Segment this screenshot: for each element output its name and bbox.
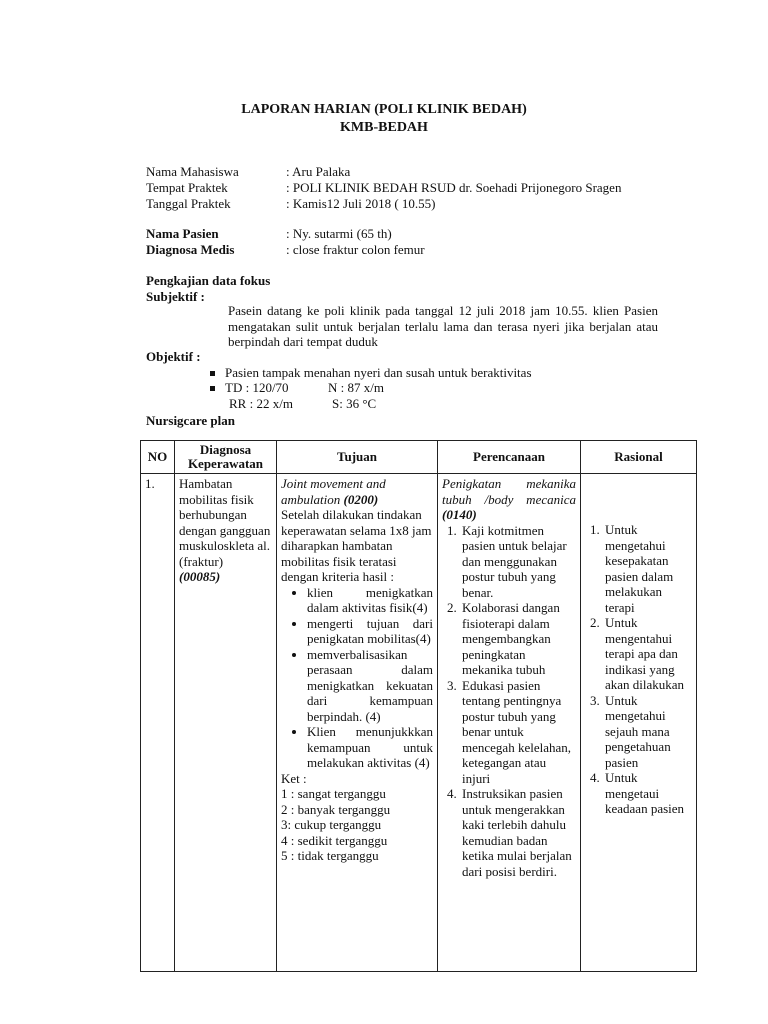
cell-diagnosa <box>175 474 277 972</box>
list-item: 4 : sedikit terganggu <box>281 832 388 848</box>
perencanaan-code: (0140) <box>442 507 477 522</box>
report-subtitle: KMB-BEDAH <box>340 120 428 135</box>
objective-label: Objektif : <box>146 349 201 364</box>
patient-value: : Ny. sutarmi (65 th) <box>286 226 392 241</box>
subjective-text: Pasein datang ke poli klinik pada tanggal 12 juli 2018 jam 10.55. klien Pasien mengatakan sulit untuk berjalan terlalu lama dan terasa nyeri jika berjalan atau berpindah dari tempat duduk <box>228 303 658 349</box>
vitals-row-2 <box>229 396 376 412</box>
cell-perencanaan <box>438 474 581 972</box>
ket-label: Ket : <box>281 770 307 786</box>
perencanaan-title: Penigkatan mekanika tubuh /body mecanica <box>442 476 576 507</box>
list-item: • memverbalisasikan perasaan dalam menigkatkan kekuatan dari kemampuan berpindah. (4) <box>307 647 433 725</box>
list-item: 3. Untuk mengetahui sejauh mana pengetahuan pasien <box>603 693 692 771</box>
diagnosa-text: Hambatan mobilitas fisik berhubungan dengan gangguan muskuloskleta al.(fraktur) <box>179 476 271 569</box>
tujuan-code: (0200) <box>343 491 379 507</box>
list-item: 1. Untuk mengetahui kesepakatan pasien dalam melakukan terapi <box>603 522 692 615</box>
list-item: • Klien menunjukkkan kemampuan untuk melakukan aktivitas (4) <box>307 724 433 771</box>
list-item: 2. Untuk mengentahui terapi apa dan indikasi yang akan dilakukan <box>603 615 692 693</box>
diagnosa-code: (00085) <box>179 569 221 584</box>
cell-tujuan <box>277 474 438 972</box>
patient-value: : close fraktur colon femur <box>286 242 425 257</box>
vitals-row-1 <box>210 380 384 396</box>
list-item: 1 : sangat terganggu <box>281 786 386 801</box>
info-row-date <box>146 196 436 212</box>
square-bullet-icon <box>210 386 215 391</box>
table-header-row <box>141 441 697 474</box>
ket-legend <box>281 771 433 864</box>
patient-key: Diagnosa Medis <box>146 242 235 257</box>
cell-no: 1. <box>141 474 175 972</box>
rasional-list <box>585 522 692 817</box>
patient-key: Nama Pasien <box>146 226 219 241</box>
info-value: : Kamis12 Juli 2018 ( 10.55) <box>286 196 436 211</box>
list-item: 4. Instruksikan pasien untuk mengerakkan kaki terlebih dahulu kemudian badan ketika mulai berjalan dari posisi berdiri. <box>460 786 576 879</box>
report-title: LAPORAN HARIAN (POLI KLINIK BEDAH) <box>241 102 527 117</box>
table-row <box>141 474 697 972</box>
tujuan-heading <box>281 476 433 507</box>
list-item: • klien menigkatkan dalam aktivitas fisik(4) <box>307 585 433 616</box>
patient-row-diagnosis <box>146 242 425 258</box>
patient-row-name <box>146 226 392 242</box>
cell-rasional <box>581 474 697 972</box>
assessment-heading: Pengkajian data fokus <box>146 273 271 288</box>
info-value: : POLI KLINIK BEDAH RSUD dr. Soehadi Prijonegoro Sragen <box>286 180 622 195</box>
list-item: • mengerti tujuan dari penigkatan mobilitas(4) <box>307 616 433 647</box>
info-key: Nama Mahasiswa <box>146 164 239 179</box>
vital-n: N : 87 x/m <box>328 380 384 395</box>
vital-s: S: 36 °C <box>332 396 377 411</box>
rasional-spacer <box>585 476 692 522</box>
info-key: Tanggal Praktek <box>146 196 231 211</box>
col-header-rasional: Rasional <box>581 441 697 474</box>
list-item: 2. Kolaborasi dangan fisioterapi dalam mengembangkan peningkatan mekanika tubuh <box>460 600 576 678</box>
list-item: 5 : tidak terganggu <box>281 848 379 863</box>
plan-label: Nursigcare plan <box>146 413 235 428</box>
info-row-place <box>146 180 621 196</box>
kriteria-list <box>281 585 433 771</box>
perencanaan-heading <box>442 476 576 523</box>
list-item: 4. Untuk mengetaui keadaan pasien <box>603 770 692 817</box>
list-item: 1. Kaji kotmitmen pasien untuk belajar dan menggunakan postur tubuh yang benar. <box>460 523 576 601</box>
perencanaan-list <box>442 523 576 880</box>
list-item: 3: cukup terganggu <box>281 817 382 832</box>
info-key: Tempat Praktek <box>146 180 228 195</box>
col-header-perencanaan: Perencanaan <box>438 441 581 474</box>
tujuan-text: Setelah dilakukan tindakan keperawatan selama 1x8 jam diharapkan hambatan mobilitas fisik teratasi dengan kriteria hasil : <box>281 507 432 584</box>
vital-td: TD : 120/70 <box>225 380 289 395</box>
col-header-tujuan: Tujuan <box>277 441 438 474</box>
care-plan-table <box>140 440 697 972</box>
tujuan-title: Joint movement and ambulation <box>281 476 386 507</box>
col-header-no: NO <box>141 441 175 474</box>
subjective-label: Subjektif : <box>146 289 205 304</box>
info-value: : Aru Palaka <box>286 164 351 179</box>
list-item: 2 : banyak terganggu <box>281 801 391 817</box>
square-bullet-icon <box>210 371 215 376</box>
objective-text: Pasien tampak menahan nyeri dan susah untuk beraktivitas <box>225 365 532 380</box>
col-header-diagnosa: Diagnosa Keperawatan <box>175 441 277 474</box>
vital-rr: RR : 22 x/m <box>229 396 293 411</box>
objective-item <box>210 365 532 381</box>
info-row-student <box>146 164 350 180</box>
list-item: 3. Edukasi pasien tentang pentingnya postur tubuh yang benar untuk mencegah kelelahan, ketegangan atau injuri <box>460 678 576 787</box>
